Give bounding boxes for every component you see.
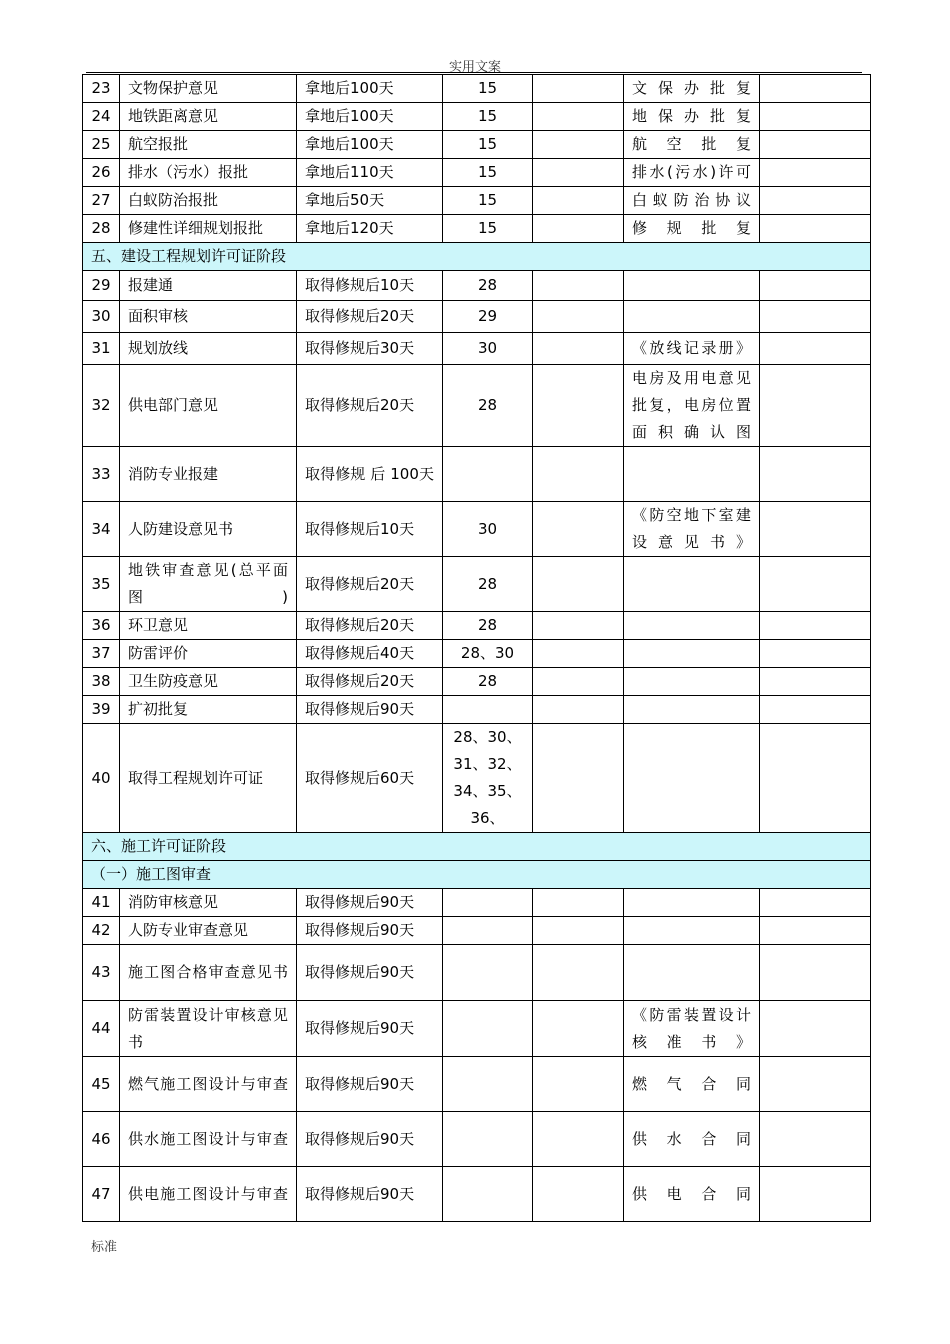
result-document [624, 724, 760, 833]
empty-cell [760, 724, 871, 833]
result-document: 地保办批复 [624, 103, 760, 131]
table-row [83, 1001, 871, 1057]
empty-cell [533, 889, 624, 917]
time-limit: 取得修规后90天 [297, 945, 443, 1001]
item-name: 文物保护意见 [120, 75, 297, 103]
dependency [443, 1001, 533, 1057]
row-number: 32 [83, 365, 120, 447]
dependency [443, 447, 533, 502]
dependency: 15 [443, 131, 533, 159]
item-name: 施工图合格审查意见书 [120, 945, 297, 1001]
item-name: 航空报批 [120, 131, 297, 159]
row-number: 45 [83, 1057, 120, 1112]
dependency [443, 889, 533, 917]
dependency: 28 [443, 557, 533, 612]
row-number: 28 [83, 215, 120, 243]
empty-cell [533, 668, 624, 696]
time-limit: 取得修规后10天 [297, 271, 443, 301]
time-limit: 拿地后100天 [297, 75, 443, 103]
empty-cell [533, 696, 624, 724]
time-limit: 取得修规 后 100天 [297, 447, 443, 502]
time-limit: 取得修规后60天 [297, 724, 443, 833]
dependency [443, 1112, 533, 1167]
item-name: 地铁审查意见(总平面图) [120, 557, 297, 612]
table-row [83, 696, 871, 724]
empty-cell [533, 75, 624, 103]
result-document: 文保办批复 [624, 75, 760, 103]
empty-cell [760, 1167, 871, 1222]
item-name: 白蚁防治报批 [120, 187, 297, 215]
result-document [624, 945, 760, 1001]
empty-cell [533, 945, 624, 1001]
dependency: 15 [443, 75, 533, 103]
result-document [624, 557, 760, 612]
empty-cell [760, 301, 871, 333]
table-row [83, 1057, 871, 1112]
dependency: 15 [443, 187, 533, 215]
dependency: 15 [443, 215, 533, 243]
item-name: 消防专业报建 [120, 447, 297, 502]
result-document: 《防空地下室建设意见书》 [624, 502, 760, 557]
empty-cell [533, 917, 624, 945]
empty-cell [760, 668, 871, 696]
table-row [83, 945, 871, 1001]
row-number: 37 [83, 640, 120, 668]
time-limit: 拿地后110天 [297, 159, 443, 187]
dependency: 15 [443, 159, 533, 187]
row-number: 23 [83, 75, 120, 103]
result-document [624, 271, 760, 301]
empty-cell [760, 612, 871, 640]
time-limit: 取得修规后20天 [297, 301, 443, 333]
section-row [83, 833, 871, 861]
row-number: 25 [83, 131, 120, 159]
empty-cell [760, 365, 871, 447]
item-name: 供电施工图设计与审查 [120, 1167, 297, 1222]
item-name: 扩初批复 [120, 696, 297, 724]
item-name: 防雷装置设计审核意见书 [120, 1001, 297, 1057]
item-name: 环卫意见 [120, 612, 297, 640]
row-number: 29 [83, 271, 120, 301]
row-number: 26 [83, 159, 120, 187]
time-limit: 取得修规后30天 [297, 333, 443, 365]
empty-cell [760, 917, 871, 945]
time-limit: 取得修规后20天 [297, 612, 443, 640]
time-limit: 取得修规后10天 [297, 502, 443, 557]
result-document [624, 612, 760, 640]
empty-cell [533, 365, 624, 447]
empty-cell [760, 187, 871, 215]
table-row [83, 301, 871, 333]
dependency [443, 917, 533, 945]
empty-cell [760, 889, 871, 917]
result-document [624, 640, 760, 668]
time-limit: 拿地后100天 [297, 131, 443, 159]
table-row [83, 917, 871, 945]
empty-cell [760, 1001, 871, 1057]
time-limit: 拿地后100天 [297, 103, 443, 131]
row-number: 33 [83, 447, 120, 502]
time-limit: 取得修规后90天 [297, 1112, 443, 1167]
table-row [83, 502, 871, 557]
empty-cell [533, 131, 624, 159]
section-row [83, 861, 871, 889]
result-document [624, 889, 760, 917]
time-limit: 取得修规后90天 [297, 1167, 443, 1222]
empty-cell [533, 1167, 624, 1222]
result-document: 《放线记录册》 [624, 333, 760, 365]
row-number: 35 [83, 557, 120, 612]
table-row [83, 131, 871, 159]
row-number: 24 [83, 103, 120, 131]
row-number: 47 [83, 1167, 120, 1222]
empty-cell [760, 215, 871, 243]
item-name: 报建通 [120, 271, 297, 301]
empty-cell [760, 1112, 871, 1167]
item-name: 地铁距离意见 [120, 103, 297, 131]
result-document: 航空批复 [624, 131, 760, 159]
item-name: 供水施工图设计与审查 [120, 1112, 297, 1167]
item-name: 卫生防疫意见 [120, 668, 297, 696]
dependency: 28、30、31、32、34、35、36、 [443, 724, 533, 833]
time-limit: 拿地后50天 [297, 187, 443, 215]
result-document: 供电合同 [624, 1167, 760, 1222]
empty-cell [533, 640, 624, 668]
table-row [83, 187, 871, 215]
table-row [83, 103, 871, 131]
dependency [443, 1167, 533, 1222]
empty-cell [533, 502, 624, 557]
time-limit: 取得修规后90天 [297, 917, 443, 945]
empty-cell [760, 1057, 871, 1112]
row-number: 30 [83, 301, 120, 333]
result-document: 燃气合同 [624, 1057, 760, 1112]
empty-cell [533, 187, 624, 215]
result-document [624, 447, 760, 502]
dependency: 15 [443, 103, 533, 131]
row-number: 27 [83, 187, 120, 215]
time-limit: 取得修规后20天 [297, 365, 443, 447]
item-name: 排水（污水）报批 [120, 159, 297, 187]
result-document: 白蚁防治协议 [624, 187, 760, 215]
empty-cell [760, 557, 871, 612]
table-row [83, 333, 871, 365]
empty-cell [533, 271, 624, 301]
empty-cell [760, 696, 871, 724]
table-row [83, 668, 871, 696]
empty-cell [760, 75, 871, 103]
dependency: 30 [443, 502, 533, 557]
row-number: 36 [83, 612, 120, 640]
table-row [83, 75, 871, 103]
empty-cell [533, 301, 624, 333]
dependency: 28 [443, 668, 533, 696]
item-name: 人防建设意见书 [120, 502, 297, 557]
time-limit: 取得修规后20天 [297, 557, 443, 612]
time-limit: 取得修规后90天 [297, 889, 443, 917]
table-row [83, 1167, 871, 1222]
row-number: 43 [83, 945, 120, 1001]
time-limit: 拿地后120天 [297, 215, 443, 243]
dependency [443, 945, 533, 1001]
table-row [83, 215, 871, 243]
section-title: 五、建设工程规划许可证阶段 [83, 243, 871, 271]
time-limit: 取得修规后40天 [297, 640, 443, 668]
empty-cell [533, 447, 624, 502]
empty-cell [760, 103, 871, 131]
dependency [443, 1057, 533, 1112]
item-name: 防雷评价 [120, 640, 297, 668]
item-name: 供电部门意见 [120, 365, 297, 447]
page-footer: 标准 [91, 1240, 118, 1255]
table-row [83, 889, 871, 917]
result-document [624, 696, 760, 724]
time-limit: 取得修规后20天 [297, 668, 443, 696]
row-number: 31 [83, 333, 120, 365]
table-row [83, 557, 871, 612]
empty-cell [533, 612, 624, 640]
result-document: 《防雷装置设计核准书》 [624, 1001, 760, 1057]
table-row [83, 724, 871, 833]
empty-cell [533, 333, 624, 365]
row-number: 46 [83, 1112, 120, 1167]
table-row [83, 159, 871, 187]
empty-cell [760, 640, 871, 668]
row-number: 42 [83, 917, 120, 945]
dependency: 28 [443, 612, 533, 640]
approval-table [82, 74, 871, 1222]
empty-cell [760, 333, 871, 365]
dependency: 28 [443, 271, 533, 301]
table-row [83, 1112, 871, 1167]
row-number: 40 [83, 724, 120, 833]
row-number: 41 [83, 889, 120, 917]
dependency: 28 [443, 365, 533, 447]
time-limit: 取得修规后90天 [297, 696, 443, 724]
row-number: 34 [83, 502, 120, 557]
item-name: 取得工程规划许可证 [120, 724, 297, 833]
row-number: 39 [83, 696, 120, 724]
empty-cell [533, 724, 624, 833]
table-row [83, 271, 871, 301]
item-name: 修建性详细规划报批 [120, 215, 297, 243]
empty-cell [760, 271, 871, 301]
item-name: 人防专业审查意见 [120, 917, 297, 945]
section-title: （一）施工图审查 [83, 861, 871, 889]
empty-cell [760, 447, 871, 502]
result-document [624, 917, 760, 945]
empty-cell [533, 1001, 624, 1057]
time-limit: 取得修规后90天 [297, 1001, 443, 1057]
row-number: 38 [83, 668, 120, 696]
empty-cell [533, 159, 624, 187]
empty-cell [533, 103, 624, 131]
empty-cell [533, 1057, 624, 1112]
item-name: 面积审核 [120, 301, 297, 333]
table-row [83, 447, 871, 502]
empty-cell [760, 131, 871, 159]
section-title: 六、施工许可证阶段 [83, 833, 871, 861]
empty-cell [533, 557, 624, 612]
result-document [624, 668, 760, 696]
table-row [83, 612, 871, 640]
time-limit: 取得修规后90天 [297, 1057, 443, 1112]
result-document [624, 301, 760, 333]
result-document: 排水(污水)许可 [624, 159, 760, 187]
page-header: 实用文案 [448, 60, 501, 75]
result-document: 供水合同 [624, 1112, 760, 1167]
section-row [83, 243, 871, 271]
empty-cell [760, 502, 871, 557]
empty-cell [760, 159, 871, 187]
header-rule [86, 72, 862, 73]
dependency [443, 696, 533, 724]
empty-cell [760, 945, 871, 1001]
result-document: 电房及用电意见批复，电房位置面积确认图 [624, 365, 760, 447]
item-name: 燃气施工图设计与审查 [120, 1057, 297, 1112]
dependency: 28、30 [443, 640, 533, 668]
row-number: 44 [83, 1001, 120, 1057]
dependency: 30 [443, 333, 533, 365]
empty-cell [533, 215, 624, 243]
item-name: 消防审核意见 [120, 889, 297, 917]
empty-cell [533, 1112, 624, 1167]
item-name: 规划放线 [120, 333, 297, 365]
result-document: 修规批复 [624, 215, 760, 243]
table-row [83, 365, 871, 447]
dependency: 29 [443, 301, 533, 333]
table-row [83, 640, 871, 668]
